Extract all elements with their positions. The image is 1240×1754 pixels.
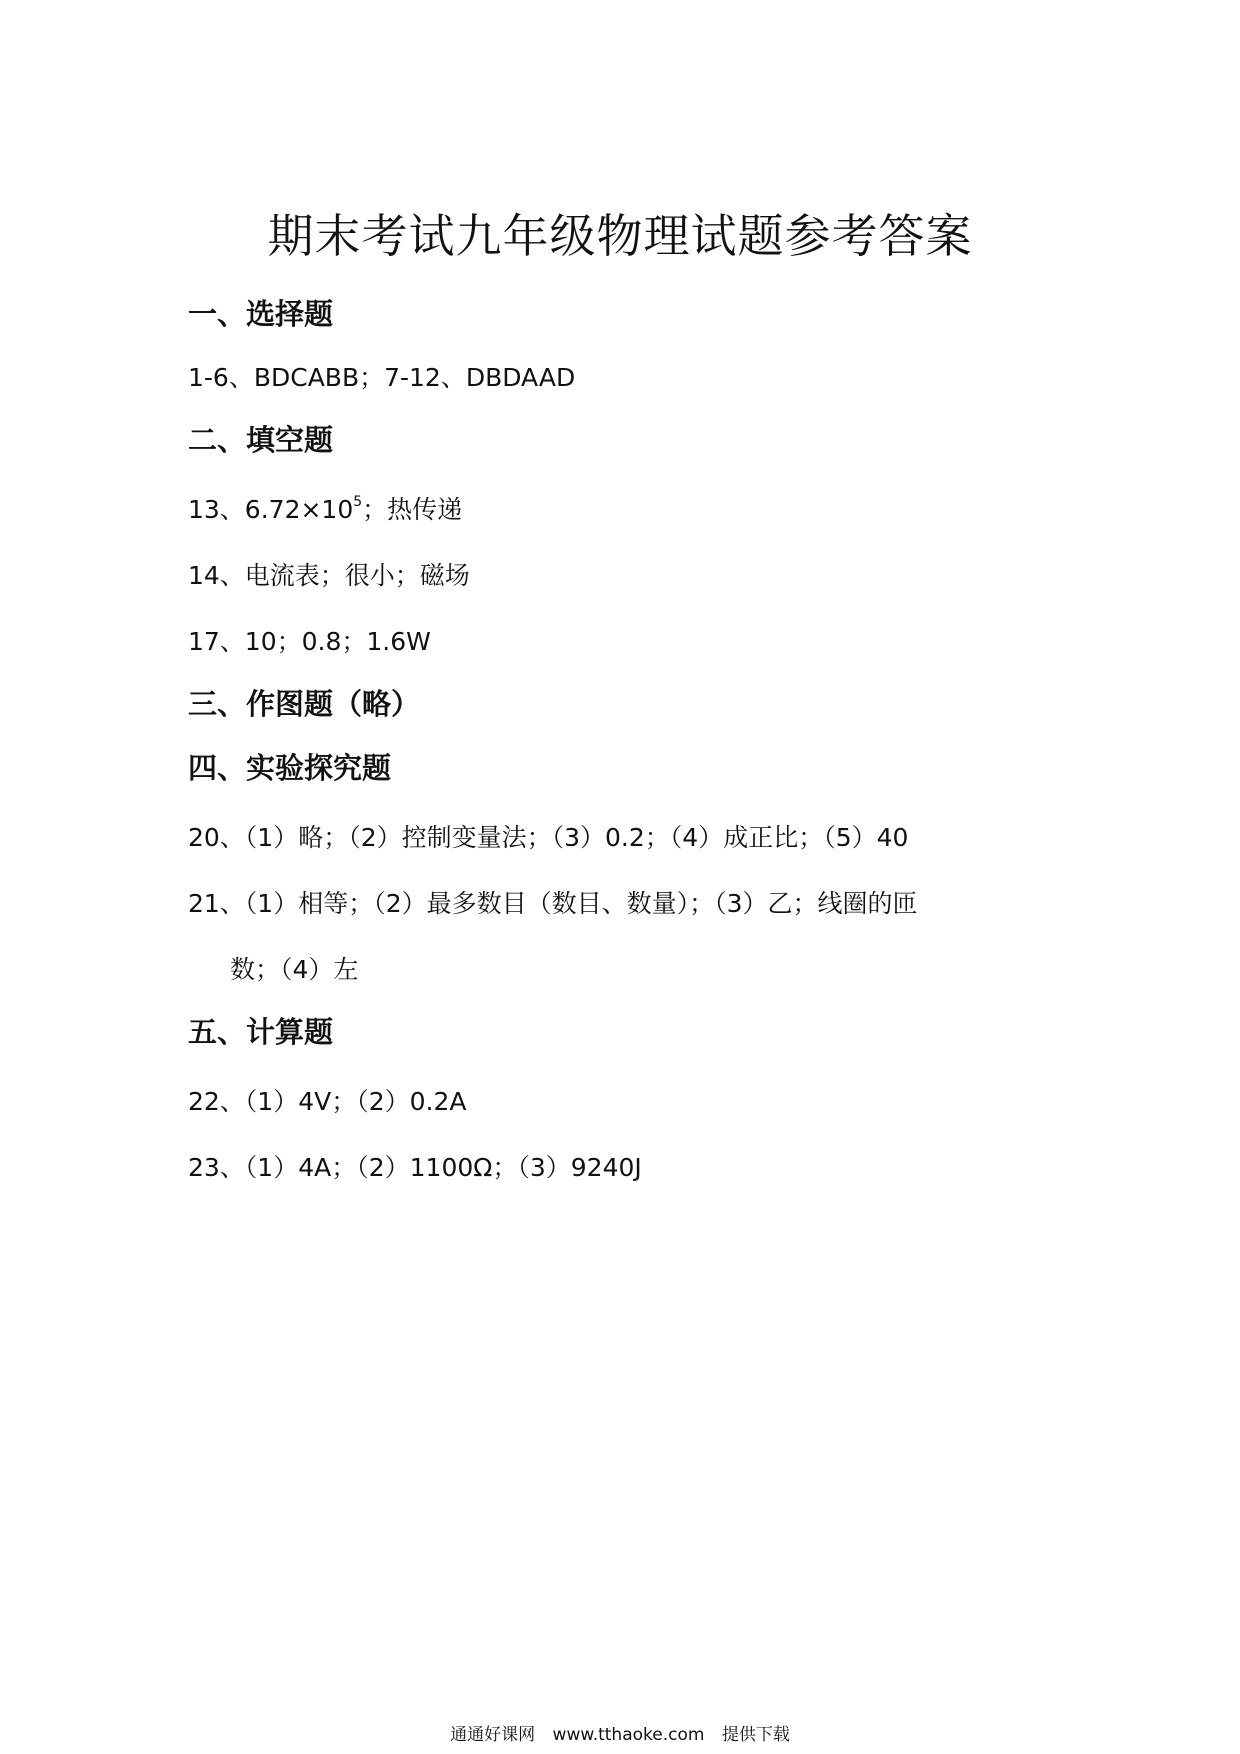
answer-13-suffix: ；热传递	[362, 495, 463, 524]
footer-suffix: 提供下载	[721, 1725, 790, 1745]
section-heading-drawing: 三、作图题（略）	[188, 687, 421, 721]
footer	[0, 1720, 1240, 1745]
answer-line-23: 23、（1）4A；（2）1100Ω；（3）9240J	[188, 1153, 642, 1182]
answer-line-21: 21、（1）相等；（2）最多数目（数目、数量）；（3）乙；线圈的匝	[188, 889, 918, 918]
section-heading-fill-in: 二、填空题	[188, 423, 334, 457]
answer-13-prefix: 13、6.72×10	[188, 495, 354, 524]
answer-line-20: 20、（1）略；（2）控制变量法；（3）0.2；（4）成正比；（5）40	[188, 823, 909, 852]
section-heading-calculation: 五、计算题	[188, 1015, 334, 1049]
footer-site-name: 通通好课网	[450, 1725, 536, 1745]
section-heading-experiment: 四、实验探究题	[188, 751, 392, 785]
footer-url[interactable]: www.tthaoke.com	[552, 1725, 705, 1745]
answer-line-13	[188, 490, 462, 526]
answer-line-14: 14、电流表；很小；磁场	[188, 561, 470, 590]
answer-line-21-continued: 数；（4）左	[230, 955, 359, 984]
answer-13-exponent: 5	[353, 494, 363, 510]
answer-line-1-12: 1-6、BDCABB；7-12、DBDAAD	[188, 363, 576, 392]
page-title: 期末考试九年级物理试题参考答案	[267, 209, 973, 263]
answer-line-22: 22、（1）4V；（2）0.2A	[188, 1087, 467, 1116]
answer-line-17: 17、10；0.8；1.6W	[188, 627, 431, 656]
section-heading-choice: 一、选择题	[188, 297, 334, 331]
